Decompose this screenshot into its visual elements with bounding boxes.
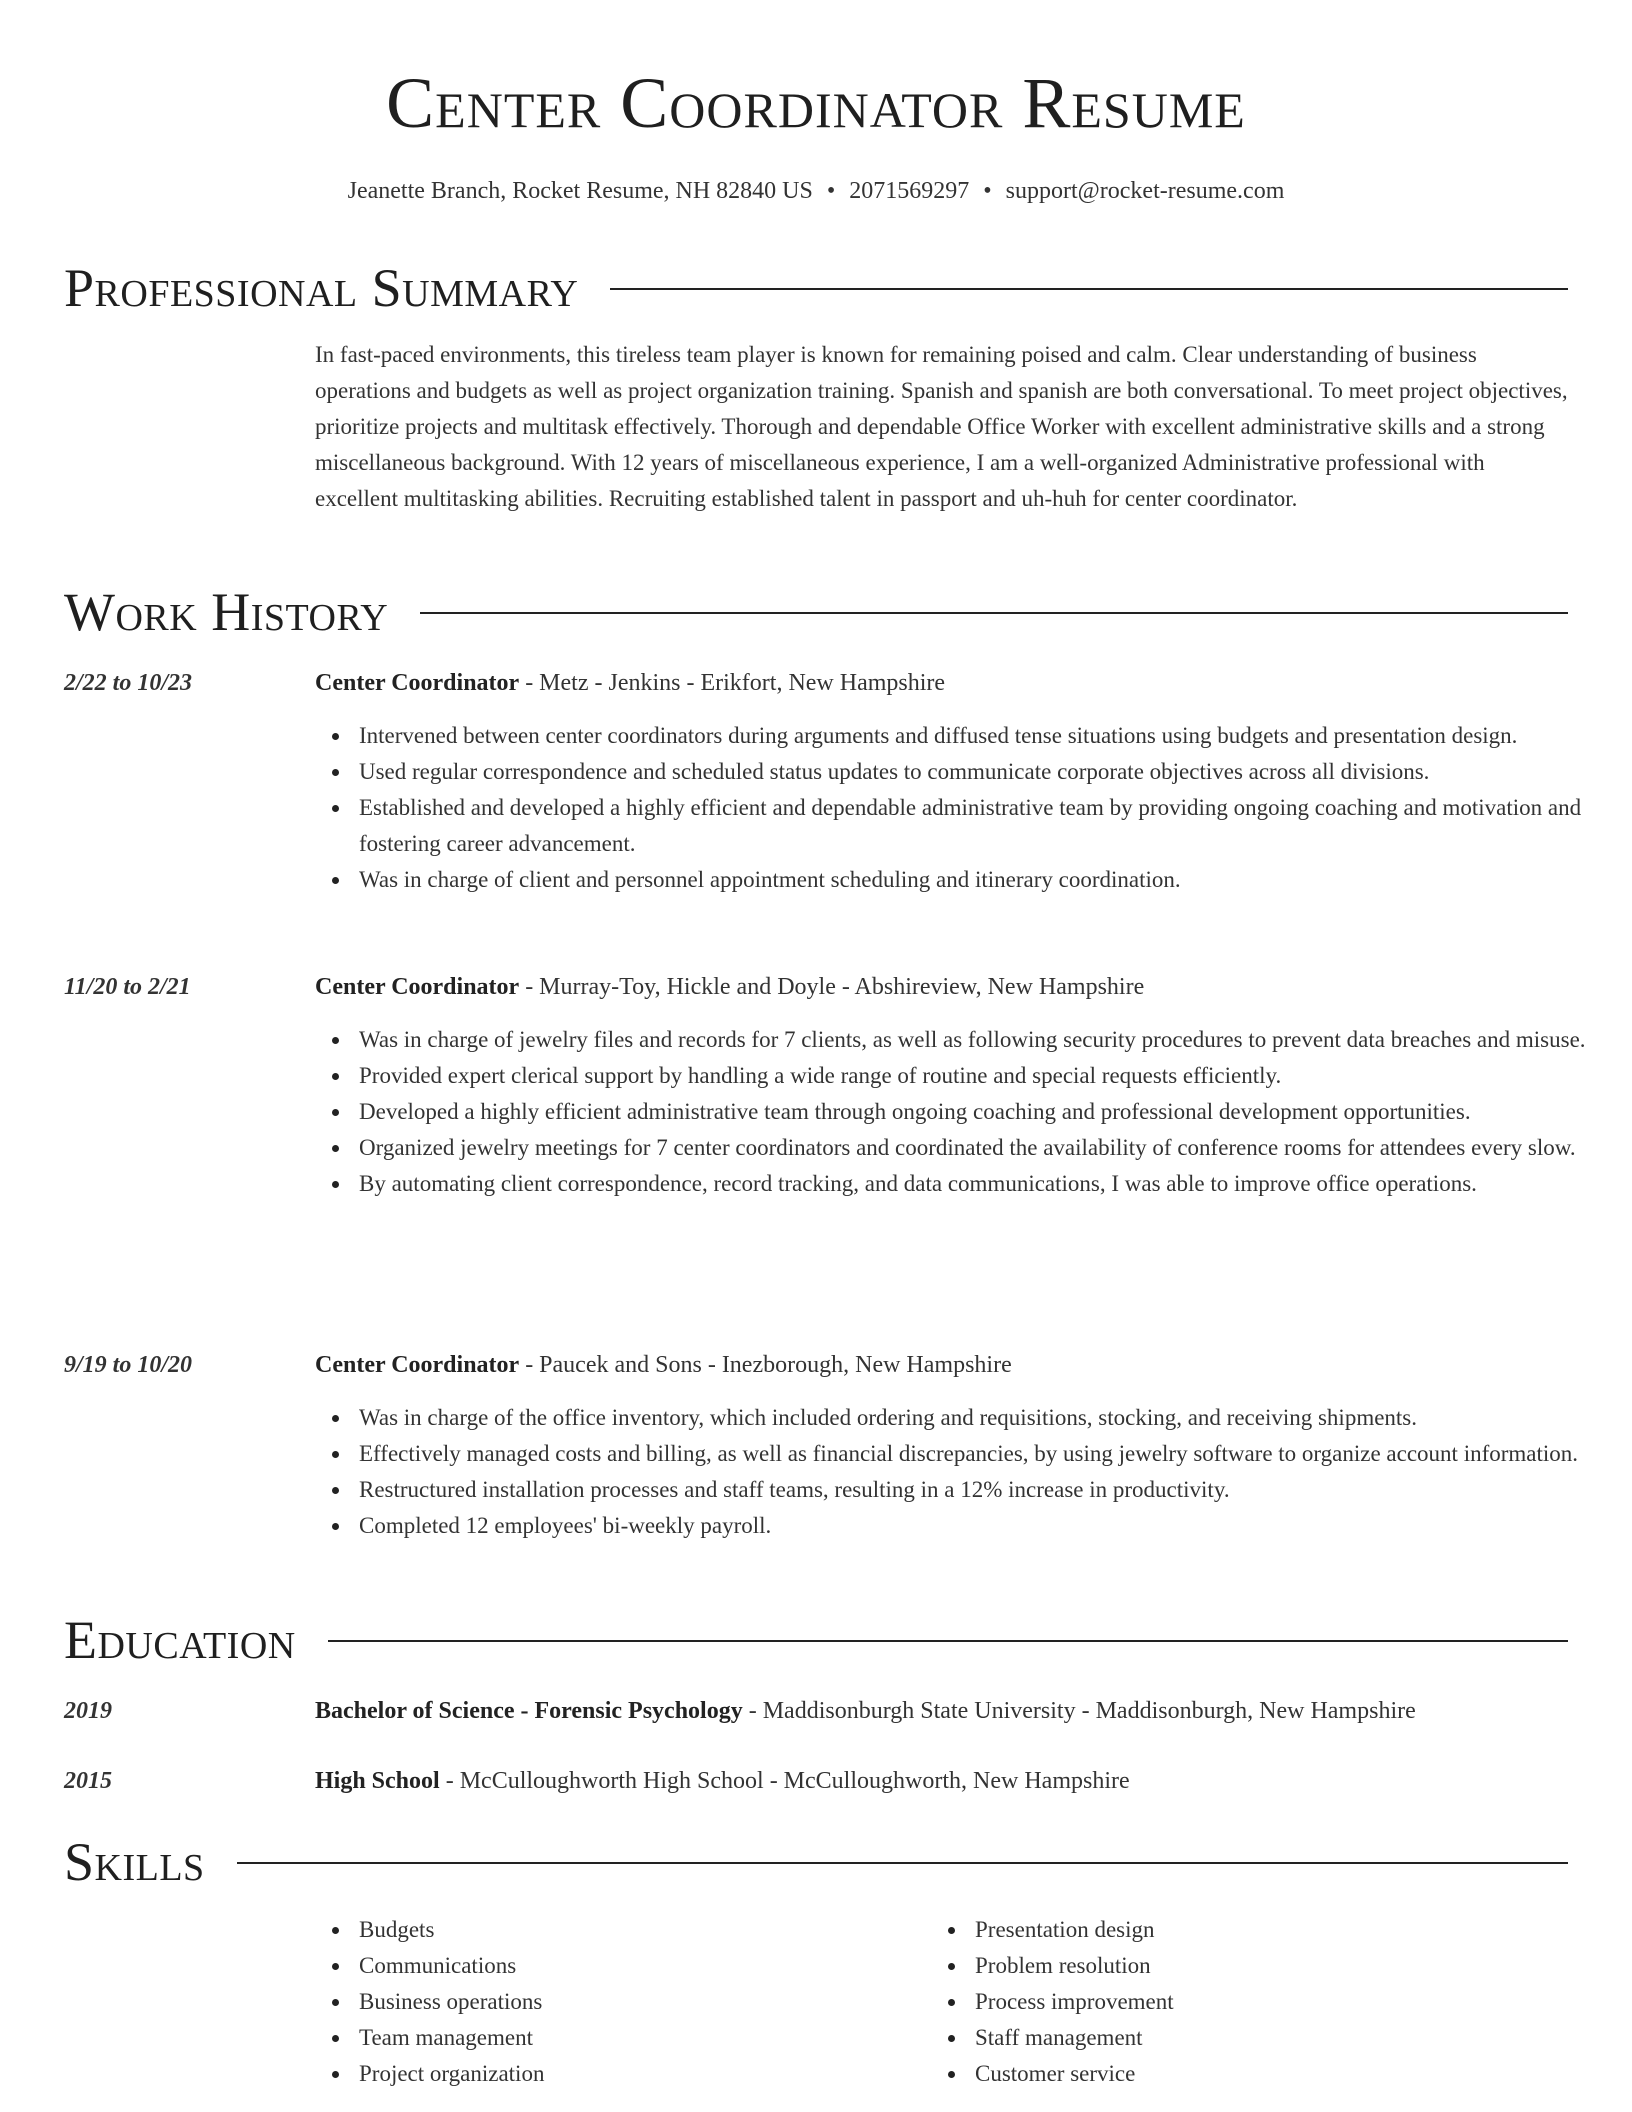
education-section-header xyxy=(64,1608,1568,1672)
contact-separator: • xyxy=(983,178,992,204)
resume-title: Center Coordinator Resume xyxy=(386,63,1246,143)
skill-item: Communications xyxy=(359,1948,919,1984)
job-dates: 11/20 to 2/21 xyxy=(64,974,191,1000)
job-bullet: By automating client correspondence, record tracking, and data communications, I was able to improve office operations. xyxy=(359,1166,1619,1202)
skills-section-header xyxy=(64,1830,1568,1894)
job-bullet: Was in charge of the office inventory, which included ordering and requisitions, stocking, and receiving shipments. xyxy=(359,1400,1619,1436)
job-bullet: Established and developed a highly efficient and dependable administrative team by providing ongoing coaching and motivation and fostering career advancement. xyxy=(359,790,1619,862)
skill-item: Problem resolution xyxy=(975,1948,1535,1984)
education-details: - Maddisonburgh State University - Maddisonburgh, New Hampshire xyxy=(742,1698,1416,1724)
work-history-heading: Work History xyxy=(64,582,389,642)
education-heading-line xyxy=(315,1764,1575,1798)
section-divider xyxy=(328,1640,1568,1642)
skills-list-left xyxy=(315,1912,919,2092)
education-heading: Education xyxy=(64,1610,296,1670)
job-dates: 9/19 to 10/20 xyxy=(64,1352,193,1378)
job-bullet: Completed 12 employees' bi-weekly payroll. xyxy=(359,1508,1619,1544)
job-bullets xyxy=(315,1400,1619,1544)
skill-item: Business operations xyxy=(359,1984,919,2020)
job-title: Center Coordinator xyxy=(315,1352,520,1378)
job-bullets xyxy=(315,718,1619,898)
job-bullet: Organized jewelry meetings for 7 center coordinators and coordinated the availability of conference rooms for attendees every slow. xyxy=(359,1130,1619,1166)
skills-list-right xyxy=(931,1912,1535,2092)
job-bullet: Intervened between center coordinators during arguments and diffused tense situations using budgets and presentation design. xyxy=(359,718,1619,754)
job-bullet: Developed a highly efficient administrative team through ongoing coaching and professional development opportunities. xyxy=(359,1094,1619,1130)
education-year: 2019 xyxy=(64,1698,112,1724)
contact-line xyxy=(64,174,1568,208)
education-year: 2015 xyxy=(64,1768,112,1794)
section-divider xyxy=(237,1862,1568,1864)
work-history-section-header xyxy=(64,580,1568,644)
job-heading xyxy=(315,1348,1575,1382)
job-details: - Metz - Jenkins - Erikfort, New Hampshire xyxy=(519,670,946,696)
job-dates: 2/22 to 10/23 xyxy=(64,670,193,696)
contact-address: Jeanette Branch, Rocket Resume, NH 82840 US xyxy=(347,178,813,204)
job-details: - Murray-Toy, Hickle and Doyle - Abshireview, New Hampshire xyxy=(519,974,1145,1000)
section-divider xyxy=(610,288,1568,290)
skill-item: Project organization xyxy=(359,2056,919,2092)
skill-item: Team management xyxy=(359,2020,919,2056)
job-title: Center Coordinator xyxy=(315,670,520,696)
job-bullet: Was in charge of client and personnel appointment scheduling and itinerary coordination. xyxy=(359,862,1619,898)
education-degree: Bachelor of Science - Forensic Psychology xyxy=(315,1698,743,1724)
contact-separator: • xyxy=(826,178,836,204)
job-bullet: Effectively managed costs and billing, as well as financial discrepancies, by using jewelry software to organize account information. xyxy=(359,1436,1619,1472)
contact-email: support@rocket-resume.com xyxy=(1005,178,1285,204)
job-bullet: Was in charge of jewelry files and records for 7 clients, as well as following security procedures to prevent data breaches and misuse. xyxy=(359,1022,1619,1058)
summary-heading: Professional Summary xyxy=(64,258,579,318)
job-bullet: Used regular correspondence and scheduled status updates to communicate corporate objectives across all divisions. xyxy=(359,754,1619,790)
education-heading-line xyxy=(315,1694,1575,1728)
summary-text: In fast-paced environments, this tireless team player is known for remaining poised and calm. Clear understanding of business operations and budgets as well as project organization training. Spanish and spanish are both conversational. To meet project objectives, prioritize projects and multitask effectively. Thorough and dependable Office Worker with excellent administrative skills and a strong miscellaneous background. With 12 years of miscellaneous experience, I am a well-organized Administrative professional with excellent multitasking abilities. Recruiting established talent in passport and uh-huh for center coordinator. xyxy=(315,342,1568,511)
skills-heading: Skills xyxy=(64,1832,205,1892)
skill-item: Process improvement xyxy=(975,1984,1535,2020)
skill-item: Customer service xyxy=(975,2056,1535,2092)
job-bullet: Provided expert clerical support by handling a wide range of routine and special requests efficiently. xyxy=(359,1058,1619,1094)
skill-item: Staff management xyxy=(975,2020,1535,2056)
job-heading xyxy=(315,970,1575,1004)
contact-phone: 2071569297 xyxy=(849,178,970,204)
skill-item: Budgets xyxy=(359,1912,919,1948)
education-details: - McCulloughworth High School - McCulloughworth, New Hampshire xyxy=(439,1768,1130,1794)
job-details: - Paucek and Sons - Inezborough, New Hampshire xyxy=(519,1352,1012,1378)
job-title: Center Coordinator xyxy=(315,974,520,1000)
section-divider xyxy=(420,612,1568,614)
job-bullet: Restructured installation processes and staff teams, resulting in a 12% increase in productivity. xyxy=(359,1472,1619,1508)
summary-section-header xyxy=(64,256,1568,320)
skill-item: Presentation design xyxy=(975,1912,1535,1948)
job-heading xyxy=(315,666,1575,700)
education-degree: High School xyxy=(315,1768,440,1794)
job-bullets xyxy=(315,1022,1619,1202)
